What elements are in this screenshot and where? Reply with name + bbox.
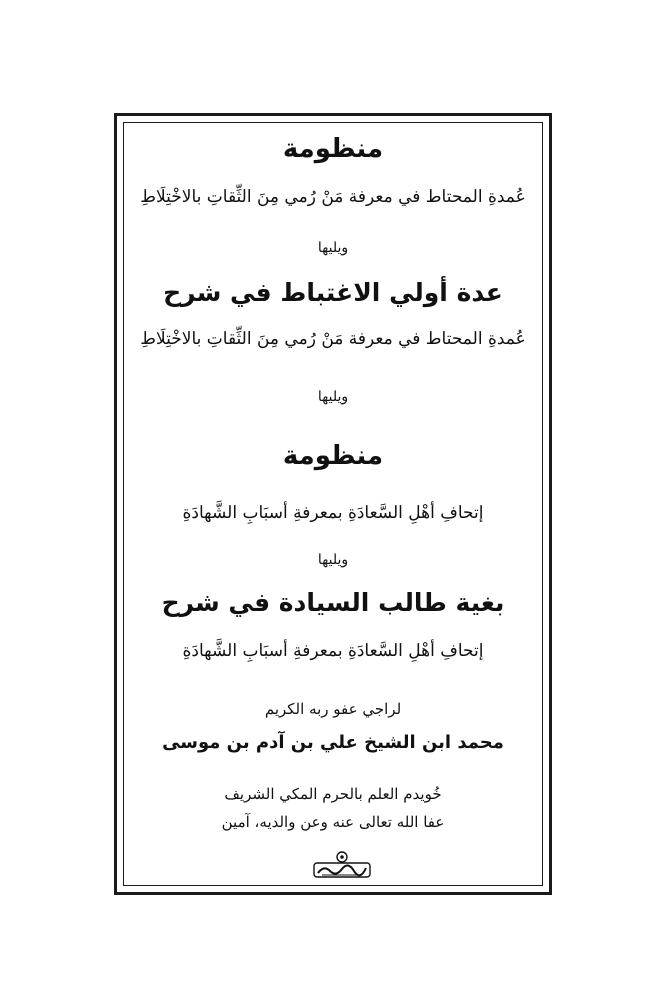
followed-by-2: ويليها xyxy=(317,389,349,405)
poem1-heading: منظومة xyxy=(282,134,384,164)
author-role: خُويدم العلم بالحرم المكي الشريف xyxy=(224,785,442,803)
author-name: محمد ابن الشيخ علي بن آدم بن موسى xyxy=(162,732,504,753)
poem2-title: إتحافِ أهْلِ السَّعادَةِ بمعرفةِ أسبَابِ الشَّهادَةِ xyxy=(182,503,484,523)
author-prayer: عفا الله تعالى عنه وعن والديه، آمين xyxy=(221,813,445,831)
poem2-heading: منظومة xyxy=(282,441,384,471)
followed-by-3: ويليها xyxy=(317,552,349,568)
commentary2-title: بغية طالب السيادة في شرح xyxy=(161,588,505,617)
commentary1-subtitle: عُمدةِ المحتاط في معرفة مَنْ رُمي مِنَ الثِّقاتِ بالاخْتِلَاطِ xyxy=(140,329,526,349)
author-intro: لراجي عفو ربه الكريم xyxy=(264,700,402,718)
title-page-content xyxy=(124,123,542,885)
commentary1-title: عدة أولي الاغتباط في شرح xyxy=(163,278,503,307)
publisher-logo-icon xyxy=(312,851,372,879)
followed-by-1: ويليها xyxy=(317,240,349,256)
poem1-title: عُمدةِ المحتاط في معرفة مَنْ رُمي مِنَ الثِّقاتِ بالاخْتِلَاطِ xyxy=(140,187,526,207)
commentary2-subtitle: إتحافِ أهْلِ السَّعادَةِ بمعرفةِ أسبَابِ الشَّهادَةِ xyxy=(182,641,484,661)
